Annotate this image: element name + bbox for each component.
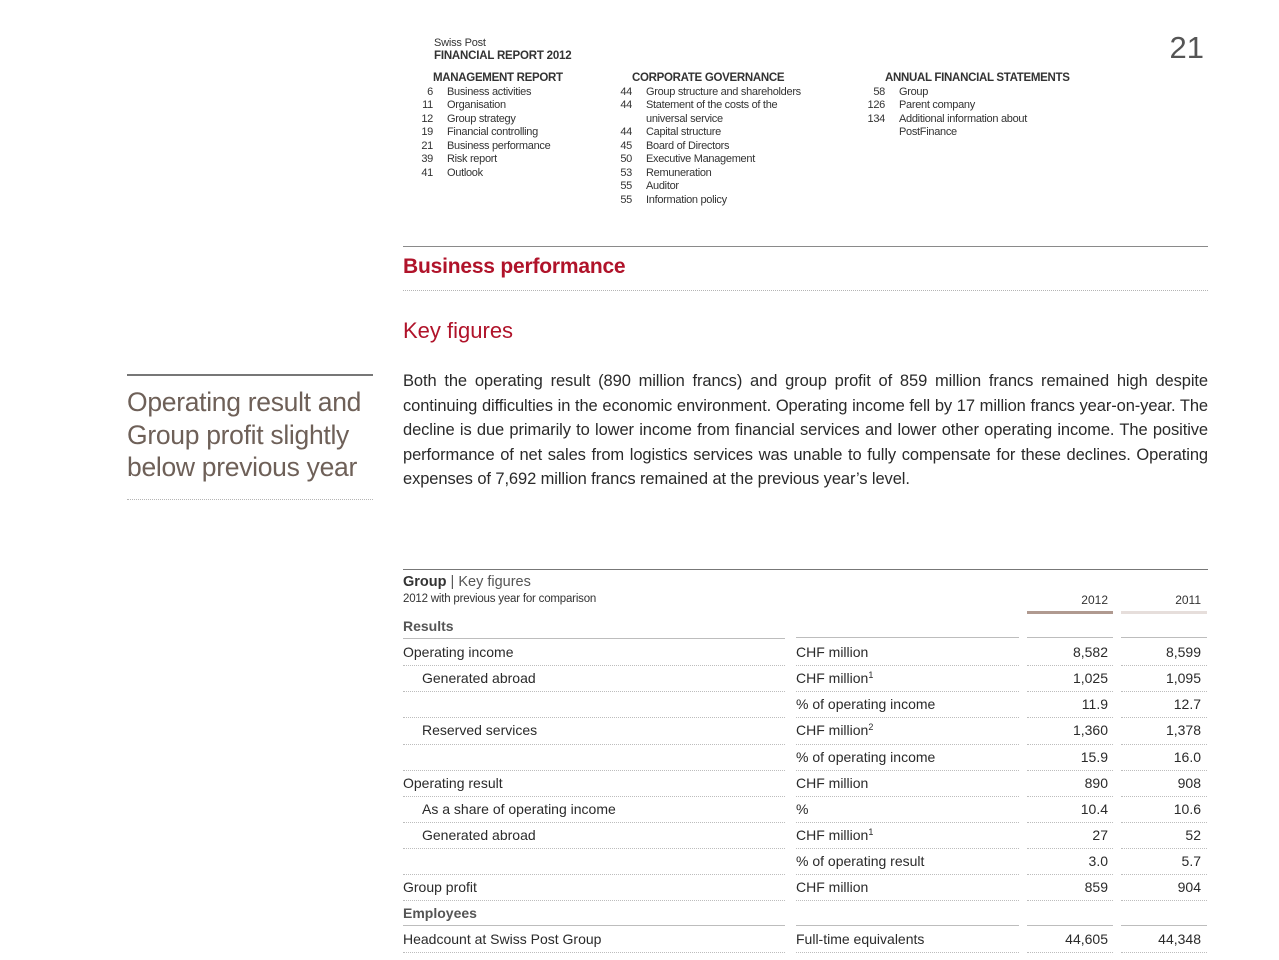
row-divider: [1027, 822, 1113, 823]
unit-text: CHF million: [796, 644, 869, 661]
value-2012: 15.9: [1080, 748, 1108, 765]
row-divider: [403, 952, 785, 953]
toc-title: MANAGEMENT REPORT: [433, 72, 563, 84]
toc-item: [602, 113, 801, 127]
row-divider: [1121, 770, 1207, 771]
toc-label: Additional information about: [899, 112, 1027, 125]
toc-item: [403, 140, 563, 154]
row-divider: [403, 874, 785, 875]
toc-label: Executive Management: [646, 153, 755, 165]
value-2011: 908: [1177, 774, 1201, 791]
toc-label: Outlook: [447, 166, 483, 179]
toc-page-number: 39: [421, 153, 433, 165]
row-divider: [1121, 822, 1207, 823]
unit-text: Full-time equivalents: [796, 931, 925, 948]
table-row-label: Group profit: [403, 879, 477, 895]
toc-item: [602, 167, 801, 181]
table-title-key-figures: Key figures: [458, 574, 531, 590]
value-2012: 8,582: [1072, 644, 1108, 661]
toc-label: Group: [899, 85, 929, 98]
column-header-2012: 2012: [1081, 593, 1108, 607]
toc-page-number: 21: [421, 139, 433, 152]
toc-item: [602, 153, 801, 167]
brand-name: Swiss Post: [434, 37, 486, 49]
row-divider: [1027, 770, 1113, 771]
value-2012: 3.0: [1088, 852, 1108, 869]
row-divider: [403, 691, 785, 692]
row-divider: [403, 770, 785, 771]
toc-page-number: 55: [620, 193, 632, 206]
toc-item: [403, 86, 563, 100]
row-divider: [796, 665, 1019, 666]
row-divider: [796, 770, 1019, 771]
toc-item: [602, 140, 801, 154]
table-row-label: Operating result: [403, 774, 503, 791]
row-divider: [403, 717, 785, 718]
unit-text: CHF million: [796, 826, 869, 843]
unit-text: %: [796, 800, 809, 817]
value-2011: 16.0: [1173, 748, 1201, 765]
table-row-unit: [796, 749, 935, 765]
table-row-label: Headcount at Swiss Post Group: [403, 931, 602, 948]
side-heading-rule: [127, 374, 373, 376]
row-divider: [1027, 691, 1113, 692]
table-row-unit: [796, 696, 935, 712]
row-divider: [1027, 952, 1113, 953]
toc-page-number: 58: [873, 85, 885, 98]
row-divider: [1027, 665, 1113, 666]
section-title: Business performance: [403, 255, 626, 278]
value-2011: 1,378: [1165, 722, 1201, 739]
row-divider: [796, 900, 1019, 901]
toc-label: Group strategy: [447, 112, 516, 125]
toc-label: PostFinance: [899, 126, 957, 138]
row-divider: [796, 744, 1019, 745]
table-row-unit: [796, 931, 924, 947]
table-rule: [403, 925, 785, 926]
table-rule: [1027, 637, 1113, 638]
toc-label: Financial controlling: [447, 126, 538, 138]
table-rule: [796, 925, 1019, 926]
row-divider: [796, 952, 1019, 953]
toc-label: Business performance: [447, 139, 551, 152]
toc-label: Capital structure: [646, 126, 721, 138]
toc-item: [403, 153, 563, 167]
toc-page-number: 126: [867, 99, 885, 111]
table-rule: [1121, 637, 1207, 638]
unit-text: CHF million: [796, 670, 869, 687]
value-2011: 10.6: [1173, 800, 1201, 817]
toc-page-number: 44: [620, 85, 632, 98]
report-header: [434, 37, 571, 63]
toc-page-number: 45: [620, 139, 632, 152]
report-title: FINANCIAL REPORT 2012: [434, 50, 572, 62]
value-2012: 890: [1084, 774, 1108, 791]
table-row-unit: [796, 722, 873, 738]
row-divider: [796, 796, 1019, 797]
side-heading: Operating result and Group profit slightly below previous year: [127, 387, 362, 482]
row-divider: [403, 796, 785, 797]
toc-page-number: 12: [421, 112, 433, 125]
toc-label: Statement of the costs of the: [646, 99, 778, 111]
table-subtitle: 2012 with previous year for comparison: [403, 593, 597, 605]
row-divider: [1027, 717, 1113, 718]
toc-page-number: [855, 126, 899, 140]
table-title: [403, 574, 531, 590]
row-divider: [403, 822, 785, 823]
toc-page-number: 44: [620, 99, 632, 111]
row-divider: [1121, 717, 1207, 718]
row-divider: [403, 848, 785, 849]
table-row-label: Generated abroad: [422, 670, 536, 687]
unit-text: CHF million: [796, 879, 869, 895]
toc-page-number: 44: [620, 126, 632, 138]
footnote-marker: 1: [868, 826, 874, 837]
unit-text: CHF million: [796, 774, 869, 791]
table-section-label: Results: [403, 618, 454, 634]
toc-label: Organisation: [447, 99, 506, 111]
value-2011: 1,095: [1165, 670, 1201, 687]
section-divider: [403, 246, 1208, 247]
toc-page-number: 41: [421, 166, 433, 179]
value-2012: 859: [1084, 879, 1108, 895]
row-divider: [796, 874, 1019, 875]
value-2011: 5.7: [1181, 852, 1201, 869]
toc-label: Information policy: [646, 193, 727, 206]
toc-item: [855, 113, 1070, 127]
toc-annual-financial-statements: [855, 72, 1070, 140]
toc-label: universal service: [646, 112, 723, 125]
toc-item: [602, 180, 801, 194]
column-bar-2011: [1121, 611, 1207, 614]
toc-label: Auditor: [646, 180, 679, 192]
unit-text: % of operating result: [796, 852, 925, 869]
section-title-underline: [403, 290, 1208, 291]
table-title-group: Group: [403, 574, 447, 590]
row-divider: [1121, 952, 1207, 953]
toc-page-number: 50: [620, 153, 632, 165]
row-divider: [1027, 744, 1113, 745]
table-rule: [1121, 925, 1207, 926]
value-2012: 27: [1092, 826, 1108, 843]
unit-text: CHF million: [796, 722, 869, 739]
row-divider: [1121, 691, 1207, 692]
toc-item: [403, 126, 563, 140]
value-2011: 904: [1177, 879, 1201, 895]
table-rule: [796, 637, 1019, 638]
subsection-title: Key figures: [403, 318, 514, 343]
row-divider: [1027, 900, 1113, 901]
column-header-2011: 2011: [1175, 593, 1201, 607]
toc-label: Board of Directors: [646, 139, 730, 152]
toc-item: [403, 99, 563, 113]
toc-label: Risk report: [447, 153, 497, 165]
toc-management-report: [403, 72, 563, 180]
toc-item: [602, 99, 801, 113]
toc-label: Remuneration: [646, 166, 712, 179]
toc-item: [403, 113, 563, 127]
toc-item: [602, 86, 801, 100]
page-number: 21: [1169, 30, 1204, 65]
row-divider: [1027, 874, 1113, 875]
column-bar-2012: [1027, 611, 1113, 614]
row-divider: [403, 900, 785, 901]
toc-page-number: 55: [620, 180, 632, 192]
row-divider: [1121, 874, 1207, 875]
row-divider: [403, 744, 785, 745]
footnote-marker: 1: [868, 670, 874, 681]
toc-page-number: 6: [427, 85, 433, 98]
table-row-label: As a share of operating income: [422, 800, 616, 817]
table-row-unit: [796, 879, 868, 895]
table-row-unit: [796, 827, 873, 843]
toc-label: Business activities: [447, 85, 532, 98]
table-title-separator: |: [446, 574, 459, 590]
toc-page-number: 134: [867, 112, 885, 125]
row-divider: [796, 822, 1019, 823]
row-divider: [403, 665, 785, 666]
table-row-unit: [796, 670, 873, 686]
row-divider: [1121, 744, 1207, 745]
toc-title: CORPORATE GOVERNANCE: [632, 72, 785, 84]
intro-paragraph: Both the operating result (890 million francs) and group profit of 859 million francs remained high despite continuing difficulties in the economic environment. Operating income fell by 17 million francs year-on-year. The decline is due primarily to lower income from financial services and lower other operating income. The positive performance of net sales from logistics services was unable to fully compensate for these declines. Operating expenses of 7,692 million francs remained at the previous year’s level.: [403, 372, 1208, 488]
table-row-unit: [796, 644, 868, 660]
table-row-unit: [796, 801, 808, 817]
value-2012: 10.4: [1080, 800, 1108, 817]
toc-item: [403, 167, 563, 181]
row-divider: [1027, 796, 1113, 797]
value-2012: 44,605: [1065, 931, 1108, 948]
footnote-marker: 2: [868, 722, 874, 733]
unit-text: % of operating income: [796, 748, 936, 765]
toc-item: [602, 126, 801, 140]
value-2011: 52: [1185, 826, 1201, 843]
toc-title: ANNUAL FINANCIAL STATEMENTS: [885, 72, 1070, 84]
toc-item: [855, 86, 1070, 100]
toc-label: Parent company: [899, 99, 975, 111]
side-heading-underline: [127, 499, 373, 500]
value-2011: 44,348: [1158, 931, 1201, 948]
toc-item: [855, 99, 1070, 113]
row-divider: [796, 691, 1019, 692]
toc-corporate-governance: [602, 72, 801, 207]
table-row-label: Generated abroad: [422, 826, 536, 843]
table-rule: [403, 638, 785, 639]
toc-page-number: [602, 113, 646, 127]
toc-item: [602, 194, 801, 208]
value-2012: 1,360: [1072, 722, 1108, 739]
row-divider: [1027, 848, 1113, 849]
row-divider: [1121, 665, 1207, 666]
toc-label: Group structure and shareholders: [646, 85, 801, 98]
row-divider: [1121, 900, 1207, 901]
toc-page-number: 11: [422, 99, 433, 111]
value-2012: 1,025: [1072, 670, 1108, 687]
table-section-label: Employees: [403, 905, 477, 922]
toc-page-number: 53: [620, 166, 632, 179]
table-row-unit: [796, 775, 868, 791]
value-2011: 12.7: [1173, 696, 1201, 713]
value-2011: 8,599: [1165, 644, 1201, 661]
row-divider: [796, 717, 1019, 718]
row-divider: [796, 848, 1019, 849]
toc-item: [855, 126, 1070, 140]
row-divider: [1121, 796, 1207, 797]
table-row-label: Operating income: [403, 644, 514, 661]
row-divider: [1121, 848, 1207, 849]
table-top-rule: [403, 569, 1208, 570]
unit-text: % of operating income: [796, 696, 936, 713]
table-rule: [1027, 925, 1113, 926]
table-row-label: Reserved services: [422, 722, 538, 739]
toc-page-number: 19: [421, 126, 433, 138]
value-2012: 11.9: [1081, 696, 1108, 713]
table-row-unit: [796, 853, 924, 869]
